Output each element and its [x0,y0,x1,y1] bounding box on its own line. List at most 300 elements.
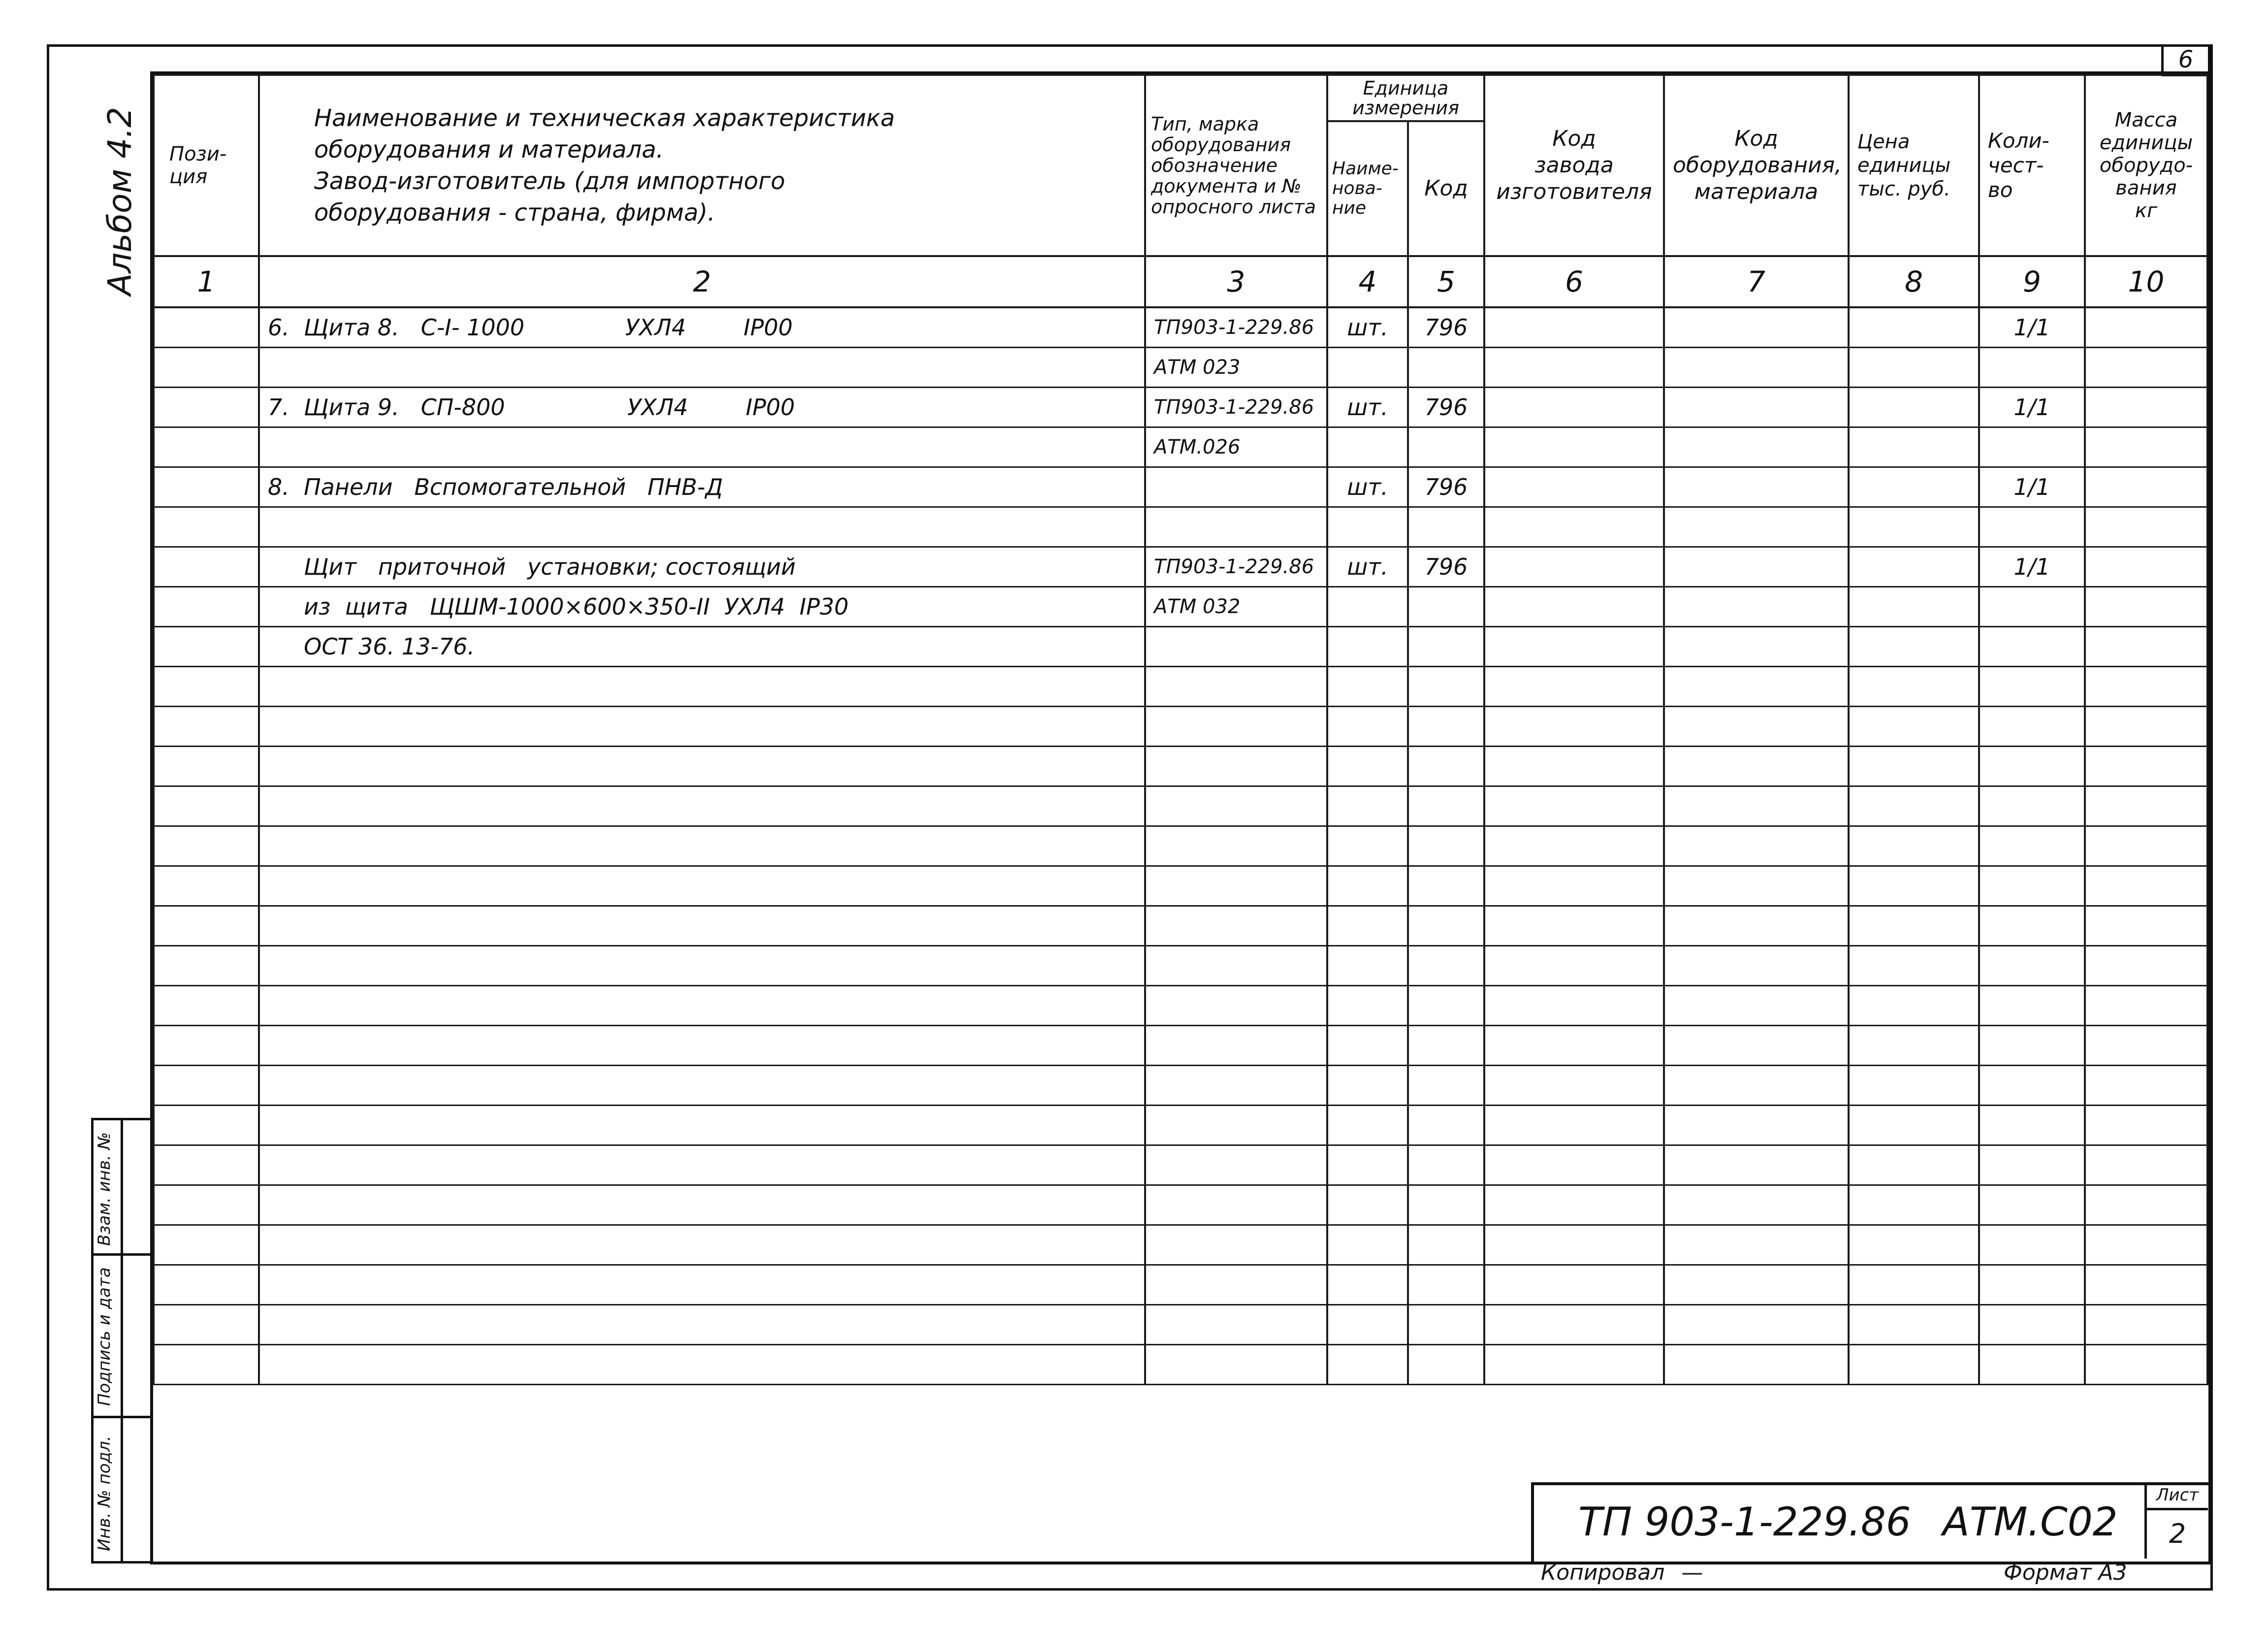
cell-mass [2085,427,2207,467]
cell-name [259,667,1145,707]
cell-unit [1327,826,1408,866]
cell-quantity [1979,667,2085,707]
cell-name [259,1066,1145,1106]
cell-position [154,826,259,866]
cell-quantity [1979,826,2085,866]
cell-position [154,348,259,388]
cell-equip-code [1664,826,1849,866]
cell-type [1145,467,1327,507]
cell-quantity [1979,348,2085,388]
cell-position [154,1026,259,1066]
cell-name [259,348,1145,388]
cell-equip-code [1664,707,1849,747]
cell-quantity [1979,1185,2085,1225]
cell-mass [2085,906,2207,946]
cell-plant-code [1484,1106,1664,1145]
table-row [154,906,2207,946]
cell-plant-code [1484,1305,1664,1345]
cell-plant-code [1484,427,1664,467]
cell-quantity [1979,707,2085,747]
cell-type [1145,627,1327,667]
cell-unit [1327,747,1408,786]
cell-plant-code [1484,1265,1664,1305]
header-unit-group: Единица измерения [1327,75,1484,121]
cell-equip-code [1664,747,1849,786]
cell-price [1849,826,1979,866]
column-number-row [154,256,2207,307]
table-row [154,587,2207,627]
cell-mass [2085,307,2207,348]
cell-type [1145,906,1327,946]
colnum-3: 3 [1145,256,1327,307]
cell-type [1145,1106,1327,1145]
cell-position [154,1225,259,1265]
cell-type [1145,707,1327,747]
cell-quantity [1979,1225,2085,1265]
cell-equip-code [1664,307,1849,348]
cell-mass [2085,1026,2207,1066]
cell-equip-code [1664,906,1849,946]
cell-type [1145,946,1327,986]
cell-price [1849,388,1979,427]
side-stamp-inventory: Инв. № подл. [95,1435,114,1551]
cell-position [154,1066,259,1106]
cell-unit [1327,707,1408,747]
cell-position [154,986,259,1026]
cell-plant-code [1484,547,1664,587]
cell-unit [1327,906,1408,946]
cell-unit [1327,786,1408,826]
cell-name [259,1265,1145,1305]
cell-mass [2085,1305,2207,1345]
cell-unit: шт. [1327,547,1408,587]
cell-name [259,866,1145,906]
cell-quantity [1979,946,2085,986]
cell-code [1408,1106,1484,1145]
cell-code [1408,1305,1484,1345]
signature-mark: — [1681,1560,1703,1585]
cell-unit [1327,667,1408,707]
cell-price [1849,547,1979,587]
cell-position [154,667,259,707]
cell-name [259,946,1145,986]
cell-code [1408,1225,1484,1265]
cell-unit [1327,587,1408,627]
cell-unit [1327,507,1408,547]
cell-plant-code [1484,1145,1664,1185]
cell-price [1849,1225,1979,1265]
cell-code [1408,906,1484,946]
cell-price [1849,986,1979,1026]
cell-equip-code [1664,1066,1849,1106]
cell-code [1408,427,1484,467]
cell-equip-code [1664,1345,1849,1385]
document-code: АТМ.С02 [1943,1499,2118,1545]
cell-code [1408,986,1484,1026]
cell-name: Щит приточной установки; состоящий [259,547,1145,587]
cell-mass [2085,667,2207,707]
cell-position [154,307,259,348]
cell-code [1408,946,1484,986]
cell-name: 8. Панели Вспомогательной ПНВ-Д [259,467,1145,507]
cell-name [259,1185,1145,1225]
cell-position [154,1345,259,1385]
cell-mass [2085,587,2207,627]
header-equip-code: Код оборудования, материала [1664,75,1849,256]
cell-name [259,1225,1145,1265]
table-row [154,1265,2207,1305]
table-row [154,1305,2207,1345]
table-row [154,307,2207,348]
cell-position [154,1145,259,1185]
cell-equip-code [1664,946,1849,986]
cell-code [1408,1265,1484,1305]
cell-position [154,906,259,946]
cell-unit [1327,1265,1408,1305]
cell-quantity [1979,986,2085,1026]
cell-quantity [1979,587,2085,627]
cell-position [154,747,259,786]
colnum-6: 6 [1484,256,1664,307]
cell-unit [1327,348,1408,388]
cell-mass [2085,707,2207,747]
cell-code: 796 [1408,547,1484,587]
cell-code [1408,587,1484,627]
cell-mass [2085,348,2207,388]
table-row [154,467,2207,507]
cell-position [154,427,259,467]
cell-mass [2085,388,2207,427]
cell-plant-code [1484,467,1664,507]
cell-plant-code [1484,1066,1664,1106]
cell-position [154,467,259,507]
cell-name [259,507,1145,547]
cell-unit [1327,1106,1408,1145]
cell-mass [2085,507,2207,547]
cell-code [1408,1345,1484,1385]
table-row [154,388,2207,427]
cell-equip-code [1664,1106,1849,1145]
cell-price [1849,348,1979,388]
cell-name [259,1345,1145,1385]
table-row [154,1066,2207,1106]
cell-code [1408,707,1484,747]
table-row [154,986,2207,1026]
cell-code: 796 [1408,307,1484,348]
cell-equip-code [1664,587,1849,627]
cell-position [154,507,259,547]
cell-unit [1327,1305,1408,1345]
table-row [154,1185,2207,1225]
cell-type: ТП903-1-229.86 [1145,307,1327,348]
table-row [154,427,2207,467]
cell-type: АТМ 032 [1145,587,1327,627]
cell-unit: шт. [1327,388,1408,427]
cell-plant-code [1484,667,1664,707]
side-stamp-signature: Подпись и дата [95,1267,114,1406]
cell-position [154,547,259,587]
cell-type [1145,1305,1327,1345]
colnum-9: 9 [1979,256,2085,307]
cell-price [1849,1106,1979,1145]
cell-type [1145,986,1327,1026]
cell-position [154,1305,259,1345]
cell-code [1408,1066,1484,1106]
cell-code: 796 [1408,388,1484,427]
cell-name [259,747,1145,786]
cell-mass [2085,1106,2207,1145]
colnum-4: 4 [1327,256,1408,307]
header-quantity: Коли- чест- во [1979,75,2085,256]
cell-code [1408,747,1484,786]
cell-equip-code [1664,1145,1849,1185]
cell-plant-code [1484,507,1664,547]
cell-name [259,906,1145,946]
cell-plant-code [1484,1026,1664,1066]
cell-unit [1327,427,1408,467]
header-unit-name: Наиме- нова- ние [1327,121,1408,256]
cell-name: 6. Щита 8. С-I- 1000 УХЛ4 IР00 [259,307,1145,348]
cell-type: АТМ.026 [1145,427,1327,467]
header-price: Цена единицы тыс. руб. [1849,75,1979,256]
header-type: Тип, марка оборудования обозначение документа и № опросного листа [1145,75,1327,256]
cell-position [154,1185,259,1225]
cell-equip-code [1664,986,1849,1026]
table-row [154,786,2207,826]
header-plant-code: Код завода изготовителя [1484,75,1664,256]
table-row [154,1026,2207,1066]
cell-mass [2085,547,2207,587]
header-unit-code: Код [1408,121,1484,256]
colnum-8: 8 [1849,256,1979,307]
cell-plant-code [1484,866,1664,906]
cell-plant-code [1484,1225,1664,1265]
cell-type [1145,507,1327,547]
cell-equip-code [1664,1185,1849,1225]
cell-price [1849,507,1979,547]
cell-equip-code [1664,667,1849,707]
cell-mass [2085,1345,2207,1385]
cell-equip-code [1664,507,1849,547]
cell-mass [2085,627,2207,667]
cell-plant-code [1484,786,1664,826]
cell-position [154,946,259,986]
cell-quantity: 1/1 [1979,547,2085,587]
cell-unit [1327,1066,1408,1106]
table-row [154,348,2207,388]
cell-quantity [1979,507,2085,547]
header-name: Наименование и техническая характеристика оборудования и материала. Завод-изготовитель (для импортного оборудования - страна, фирма). [259,75,1145,256]
cell-name [259,1305,1145,1345]
cell-code [1408,348,1484,388]
cell-type [1145,786,1327,826]
table-row [154,747,2207,786]
specification-table [153,74,2208,1385]
cell-plant-code [1484,1345,1664,1385]
footer-copied: Копировал — [1541,1560,1703,1585]
cell-type [1145,1265,1327,1305]
cell-unit [1327,986,1408,1026]
cell-plant-code [1484,627,1664,667]
cell-unit: шт. [1327,467,1408,507]
cell-name: ОСТ 36. 13-76. [259,627,1145,667]
cell-name: 7. Щита 9. СП-800 УХЛ4 IР00 [259,388,1145,427]
table-row [154,507,2207,547]
cell-position [154,388,259,427]
cell-type [1145,1066,1327,1106]
cell-code [1408,507,1484,547]
cell-price [1849,747,1979,786]
table-row [154,547,2207,587]
sheet-number: 2 [2169,1518,2186,1549]
cell-mass [2085,866,2207,906]
cell-mass [2085,1185,2207,1225]
table-row [154,627,2207,667]
cell-equip-code [1664,1225,1849,1265]
colnum-10: 10 [2085,256,2207,307]
cell-position [154,786,259,826]
cell-quantity [1979,627,2085,667]
cell-quantity [1979,1026,2085,1066]
cell-equip-code [1664,1265,1849,1305]
table-row [154,946,2207,986]
cell-type [1145,826,1327,866]
cell-name [259,1145,1145,1185]
colnum-1: 1 [154,256,259,307]
album-label: Альбом 4.2 [101,106,139,295]
cell-type [1145,747,1327,786]
cell-mass [2085,786,2207,826]
cell-mass [2085,1225,2207,1265]
cell-price [1849,1265,1979,1305]
cell-quantity [1979,866,2085,906]
header-mass: Масса единицы оборудо- вания кг [2085,75,2207,256]
cell-mass [2085,986,2207,1026]
cell-equip-code [1664,1305,1849,1345]
header-position: Пози- ция [154,75,259,256]
cell-unit [1327,946,1408,986]
cell-name [259,1106,1145,1145]
cell-plant-code [1484,307,1664,348]
cell-type [1145,1225,1327,1265]
table-row [154,1106,2207,1145]
cell-price [1849,946,1979,986]
colnum-2: 2 [259,256,1145,307]
table-row [154,1225,2207,1265]
cell-code [1408,667,1484,707]
cell-name [259,1026,1145,1066]
cell-price [1849,866,1979,906]
cell-plant-code [1484,826,1664,866]
cell-equip-code [1664,348,1849,388]
cell-type: ТП903-1-229.86 [1145,388,1327,427]
cell-plant-code [1484,906,1664,946]
cell-name [259,427,1145,467]
cell-mass [2085,467,2207,507]
cell-plant-code [1484,747,1664,786]
cell-mass [2085,946,2207,986]
cell-unit [1327,866,1408,906]
cell-mass [2085,1145,2207,1185]
cell-unit [1327,1345,1408,1385]
cell-equip-code [1664,627,1849,667]
cell-price [1849,667,1979,707]
cell-mass [2085,826,2207,866]
cell-quantity: 1/1 [1979,467,2085,507]
cell-code: 796 [1408,467,1484,507]
cell-price [1849,1026,1979,1066]
cell-price [1849,1145,1979,1185]
cell-equip-code [1664,388,1849,427]
cell-unit: шт. [1327,307,1408,348]
cell-equip-code [1664,427,1849,467]
cell-price [1849,627,1979,667]
cell-plant-code [1484,388,1664,427]
table-row [154,707,2207,747]
cell-equip-code [1664,467,1849,507]
cell-mass [2085,747,2207,786]
cell-position [154,587,259,627]
cell-equip-code [1664,786,1849,826]
cell-price [1849,1305,1979,1345]
cell-equip-code [1664,866,1849,906]
cell-name [259,986,1145,1026]
cell-unit [1327,1145,1408,1185]
cell-code [1408,786,1484,826]
cell-plant-code [1484,707,1664,747]
cell-code [1408,1185,1484,1225]
cell-quantity [1979,427,2085,467]
cell-unit [1327,1225,1408,1265]
side-stamp-substitute: Взам. инв. № [95,1132,114,1246]
cell-unit [1327,1185,1408,1225]
cell-position [154,707,259,747]
table-row [154,826,2207,866]
footer-format: Формат А3 [2004,1560,2127,1585]
sheet-cell [2144,1482,2208,1559]
cell-quantity [1979,1106,2085,1145]
table-row [154,1145,2207,1185]
corner-sheet-number: 6 [2178,46,2194,73]
cell-price [1849,587,1979,627]
cell-quantity [1979,906,2085,946]
cell-plant-code [1484,587,1664,627]
table-row [154,1345,2207,1385]
cell-plant-code [1484,348,1664,388]
cell-name: из щита ЩШМ-1000×600×350-II УХЛ4 IР30 [259,587,1145,627]
cell-code [1408,826,1484,866]
cell-equip-code [1664,1026,1849,1066]
cell-price [1849,1345,1979,1385]
cell-position [154,627,259,667]
cell-price [1849,467,1979,507]
cell-type [1145,1185,1327,1225]
cell-quantity [1979,786,2085,826]
designation: ТП 903-1-229.86 [1578,1499,1911,1545]
table-row [154,866,2207,906]
cell-price [1849,786,1979,826]
cell-plant-code [1484,1185,1664,1225]
cell-quantity: 1/1 [1979,307,2085,348]
cell-quantity [1979,1345,2085,1385]
cell-unit [1327,627,1408,667]
cell-quantity [1979,747,2085,786]
cell-code [1408,627,1484,667]
cell-type [1145,866,1327,906]
cell-type: ТП903-1-229.86 [1145,547,1327,587]
cell-type [1145,1345,1327,1385]
cell-unit [1327,1026,1408,1066]
